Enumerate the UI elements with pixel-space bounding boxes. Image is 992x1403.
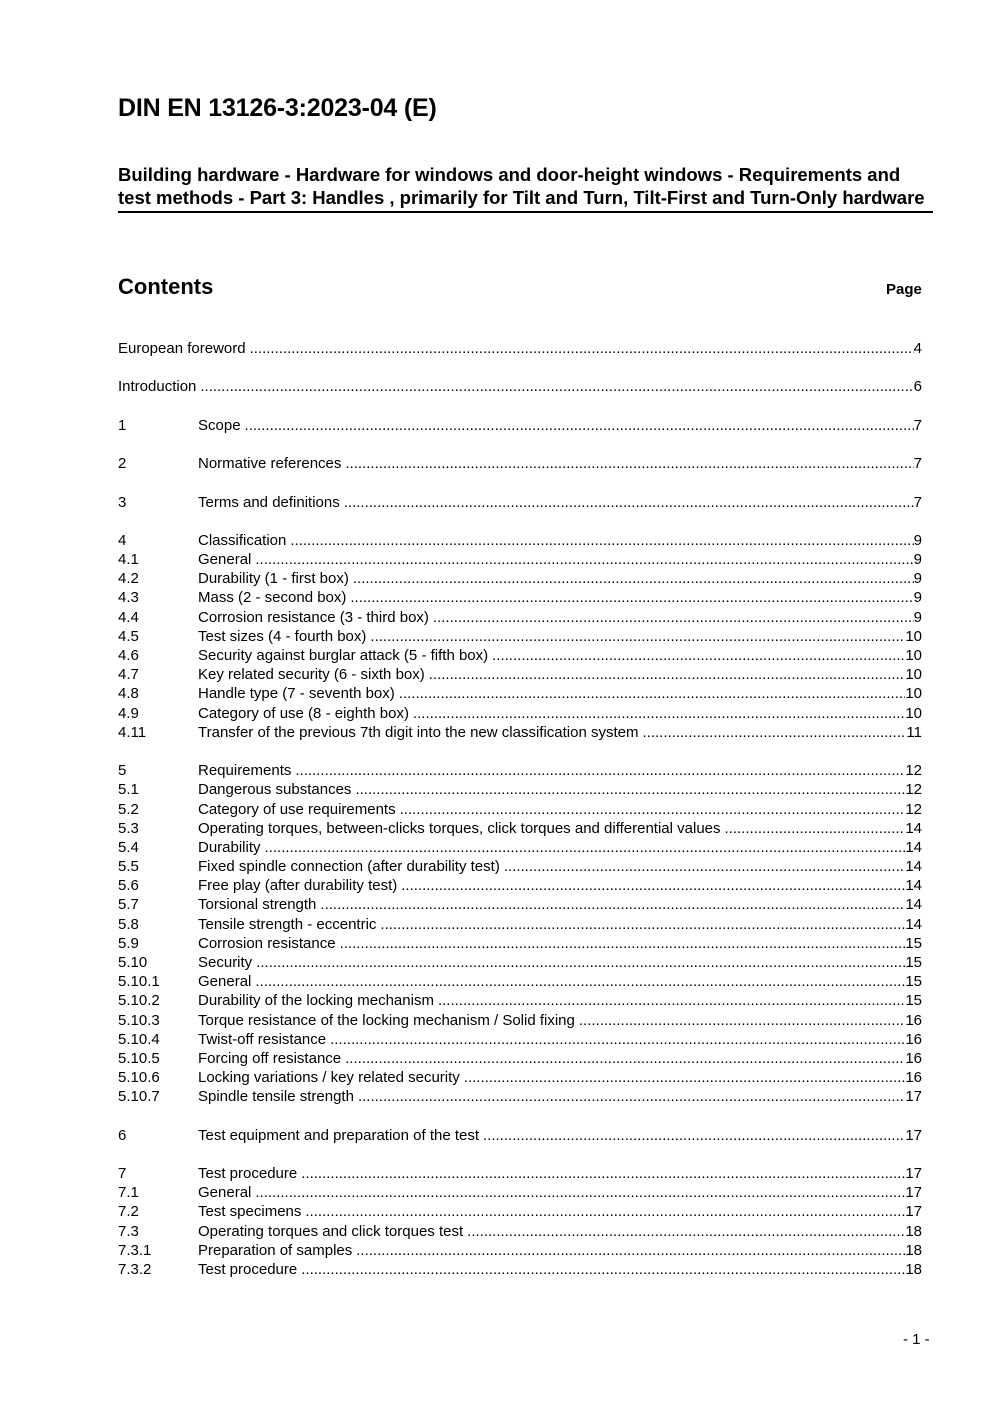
toc-entry-page: 14 (905, 915, 922, 933)
toc-entry-number: 5 (118, 762, 127, 780)
toc-dot-leader (305, 1202, 905, 1221)
toc-entry-page: 9 (913, 608, 922, 626)
toc-spacer (118, 742, 922, 761)
toc-entry-page: 17 (905, 1126, 922, 1144)
toc-entry-number: 5.3 (118, 819, 139, 837)
toc-entry-number: 5.10.1 (118, 973, 160, 991)
toc-dot-leader (344, 493, 914, 512)
toc-entry-title: Category of use (8 - eighth box) (198, 704, 409, 722)
toc-entry[interactable] (118, 704, 922, 723)
toc-entry-number: 4.1 (118, 551, 139, 569)
toc-dot-leader (250, 339, 914, 358)
toc-dot-leader (643, 723, 907, 742)
toc-entry-page: 14 (905, 858, 922, 876)
toc-entry[interactable] (118, 1126, 922, 1145)
toc-entry-title: Classification (198, 531, 287, 549)
document-id: DIN EN 13126-3:2023-04 (E) (118, 94, 437, 122)
toc-entry[interactable] (118, 934, 922, 953)
toc-entry[interactable] (118, 1049, 922, 1068)
toc-entry-page: 16 (905, 1030, 922, 1048)
toc-dot-leader (301, 1164, 905, 1183)
toc-entry[interactable] (118, 531, 922, 550)
toc-entry[interactable] (118, 377, 922, 396)
toc-entry-title: Test sizes (4 - fourth box) (198, 627, 367, 645)
toc-entry[interactable] (118, 416, 922, 435)
toc-entry-page: 17 (905, 1203, 922, 1221)
toc-entry-page: 10 (905, 627, 922, 645)
toc-entry-page: 17 (905, 1184, 922, 1202)
toc-dot-leader (380, 915, 905, 934)
toc-entry-title: Preparation of samples (198, 1241, 353, 1259)
toc-entry-page: 12 (905, 800, 922, 818)
toc-entry-title: Test procedure (198, 1165, 298, 1183)
toc-entry-title: Category of use requirements (198, 800, 396, 818)
toc-entry-number: 3 (118, 493, 127, 511)
toc-spacer (118, 512, 922, 531)
toc-entry-page: 10 (905, 685, 922, 703)
toc-entry-number: 4.4 (118, 608, 139, 626)
toc-entry[interactable] (118, 1087, 922, 1106)
toc-entry-number: 4.9 (118, 704, 139, 722)
toc-entry-page: 14 (905, 896, 922, 914)
toc-entry-page: 18 (905, 1241, 922, 1259)
toc-spacer (118, 1145, 922, 1164)
toc-entry[interactable] (118, 895, 922, 914)
toc-entry-title: Free play (after durability test) (198, 877, 398, 895)
toc-entry-title: Fixed spindle connection (after durability test) (198, 858, 500, 876)
toc-entry-number: 4.7 (118, 666, 139, 684)
toc-dot-leader (483, 1126, 905, 1145)
toc-entry-page: 10 (905, 647, 922, 664)
toc-entry-title: Corrosion resistance (198, 934, 336, 952)
toc-entry-page: 18 (905, 1222, 922, 1240)
toc-entry-title: Durability (198, 838, 261, 856)
toc-entry-number: 5.2 (118, 800, 139, 818)
toc-entry-title: Test procedure (198, 1261, 298, 1278)
toc-entry[interactable] (118, 627, 922, 646)
toc-entry-title: Introduction (118, 378, 197, 396)
toc-dot-leader (256, 953, 905, 972)
toc-dot-leader (400, 800, 906, 819)
toc-entry[interactable] (118, 1222, 922, 1241)
toc-entry-number: 5.1 (118, 781, 139, 799)
toc-entry-page: 7 (913, 416, 922, 434)
toc-dot-leader (255, 1183, 905, 1202)
toc-entry[interactable] (118, 915, 922, 934)
toc-entry-number: 2 (118, 455, 127, 473)
toc-entry[interactable] (118, 550, 922, 569)
toc-entry-number: 5.6 (118, 877, 139, 895)
toc-dot-leader (433, 608, 914, 627)
toc-dot-leader (340, 934, 906, 953)
toc-entry-page: 12 (905, 762, 922, 780)
toc-entry-page: 14 (905, 877, 922, 895)
toc-dot-leader (320, 895, 905, 914)
toc-entry[interactable] (118, 1011, 922, 1030)
toc-entry[interactable] (118, 953, 922, 972)
toc-entry-number: 4.3 (118, 589, 139, 607)
toc-entry-number: 7.3.2 (118, 1261, 152, 1278)
toc-dot-leader (330, 1030, 905, 1049)
toc-entry[interactable] (118, 1164, 922, 1183)
toc-entry-page: 16 (905, 1069, 922, 1087)
toc-entry[interactable] (118, 857, 922, 876)
toc-entry-page: 12 (905, 781, 922, 799)
toc-dot-leader (725, 819, 906, 838)
toc-entry-number: 5.10.6 (118, 1069, 160, 1087)
toc-entry[interactable] (118, 454, 922, 473)
toc-entry-page: 9 (913, 551, 922, 569)
toc-dot-leader (245, 416, 914, 435)
page-column-heading: Page (886, 281, 922, 298)
toc-entry-page: 15 (905, 934, 922, 952)
document-title: Building hardware - Hardware for windows and door-height windows - Requirements and test methods - Part 3: Handles , primarily for Tilt and Turn, Tilt-First and Turn-Only hardware (118, 163, 933, 213)
toc-entry-title: General (198, 1184, 252, 1202)
toc-entry-page: 15 (905, 973, 922, 991)
toc-entry-number: 5.10.4 (118, 1030, 160, 1048)
toc-entry-title: Requirements (198, 762, 292, 780)
toc-entry[interactable] (118, 1241, 922, 1260)
toc-entry-number: 4.2 (118, 570, 139, 588)
toc-entry-number: 5.9 (118, 934, 139, 952)
toc-entry[interactable] (118, 819, 922, 838)
toc-dot-leader (504, 857, 905, 876)
toc-entry-title: Terms and definitions (198, 493, 340, 511)
toc-entry-number: 5.10.5 (118, 1049, 160, 1067)
toc-dot-leader (370, 627, 905, 646)
toc-entry-title: Durability of the locking mechanism (198, 992, 434, 1010)
toc-dot-leader (255, 550, 913, 569)
toc-entry-number: 7.2 (118, 1203, 139, 1221)
toc-entry-number: 4.8 (118, 685, 139, 703)
toc-entry[interactable] (118, 493, 922, 512)
toc-entry-title: Locking variations / key related security (198, 1069, 460, 1087)
toc-entry-title: Test equipment and preparation of the test (198, 1126, 480, 1144)
toc-entry-page: 7 (913, 455, 922, 473)
toc-entry-page: 9 (913, 531, 922, 549)
toc-entry-title: Normative references (198, 455, 342, 473)
toc-entry-page: 10 (905, 704, 922, 722)
toc-spacer (118, 435, 922, 454)
toc-entry[interactable] (118, 972, 922, 991)
toc-dot-leader (356, 1241, 905, 1260)
toc-entry-page: 11 (906, 723, 922, 741)
toc-dot-leader (579, 1011, 905, 1030)
toc-entry-title: General (198, 551, 252, 569)
toc-dot-leader (467, 1222, 905, 1241)
toc-entry[interactable] (118, 1202, 922, 1221)
toc-entry[interactable] (118, 991, 922, 1010)
toc-entry-title: Handle type (7 - seventh box) (198, 685, 395, 703)
toc-dot-leader (200, 377, 913, 396)
toc-entry-page: 16 (905, 1011, 922, 1029)
toc-entry[interactable] (118, 646, 922, 665)
toc-entry-title: Durability (1 - first box) (198, 570, 349, 588)
toc-entry-page: 9 (913, 570, 922, 588)
toc-dot-leader (290, 531, 913, 550)
toc-entry[interactable] (118, 1068, 922, 1087)
toc-entry-page: 17 (905, 1088, 922, 1106)
toc-entry-number: 5.10.3 (118, 1011, 160, 1029)
toc-entry-title: Tensile strength - eccentric (198, 915, 377, 933)
toc-entry-page: 16 (905, 1049, 922, 1067)
toc-entry[interactable] (118, 588, 922, 607)
toc-entry-number: 7.3.1 (118, 1241, 152, 1259)
toc-entry-number: 4.5 (118, 627, 139, 645)
toc-entry-title: Dangerous substances (198, 781, 352, 799)
toc-entry-number: 4 (118, 531, 127, 549)
toc-entry[interactable] (118, 1183, 922, 1202)
toc-entry-number: 7.3 (118, 1222, 139, 1240)
toc-dot-leader (358, 1087, 905, 1106)
toc-entry-title: Torsional strength (198, 896, 317, 914)
toc-spacer (118, 1107, 922, 1126)
toc-entry-title: Twist-off resistance (198, 1030, 327, 1048)
toc-entry-page: 14 (905, 819, 922, 837)
toc-dot-leader (353, 569, 914, 588)
toc-entry-page: 6 (913, 378, 922, 396)
toc-entry-title: Operating torques and click torques test (198, 1222, 464, 1240)
toc-entry-title: Forcing off resistance (198, 1049, 342, 1067)
toc-entry-title: Key related security (6 - sixth box) (198, 666, 425, 684)
contents-heading: Contents (118, 274, 214, 299)
toc-entry-title: Torque resistance of the locking mechanism / Solid fixing (198, 1011, 575, 1029)
toc-entry[interactable] (118, 665, 922, 684)
toc-dot-leader (295, 761, 905, 780)
toc-entry-number: 7.1 (118, 1184, 139, 1202)
toc-entry[interactable] (118, 684, 922, 703)
toc-dot-leader (401, 876, 905, 895)
toc-entry-title: Operating torques, between-clicks torques, click torques and differential values (198, 819, 721, 837)
toc-entry-number: 7 (118, 1165, 127, 1183)
toc-dot-leader (301, 1260, 905, 1279)
toc-dot-leader (345, 1049, 905, 1068)
toc-dot-leader (355, 780, 905, 799)
toc-entry-page: 10 (905, 666, 922, 684)
toc-entry-page: 14 (905, 838, 922, 856)
toc-entry-number: 5.10.2 (118, 992, 160, 1010)
toc-dot-leader (265, 838, 906, 857)
toc-entry[interactable] (118, 800, 922, 819)
toc-entry-title: Corrosion resistance (3 - third box) (198, 608, 429, 626)
toc-entry-title: Security against burglar attack (5 - fifth box) (198, 647, 489, 664)
toc-entry[interactable] (118, 761, 922, 780)
toc-entry-page: 15 (905, 954, 922, 971)
toc-dot-leader (345, 454, 913, 473)
toc-entry-page: 15 (905, 992, 922, 1010)
toc-dot-leader (350, 588, 913, 607)
toc-spacer (118, 358, 922, 377)
toc-entry[interactable] (118, 723, 922, 742)
toc-dot-leader (413, 704, 905, 723)
toc-spacer (118, 473, 922, 492)
toc-entry-number: 5.10.7 (118, 1088, 160, 1106)
toc-entry-page: 17 (905, 1165, 922, 1183)
toc-entry[interactable] (118, 339, 922, 358)
toc-dot-leader (438, 991, 905, 1010)
toc-entry-number: 5.7 (118, 896, 139, 914)
toc-entry-title: Mass (2 - second box) (198, 589, 347, 607)
toc-dot-leader (255, 972, 905, 991)
toc-entry-title: Security (198, 954, 253, 971)
toc-entry-number: 1 (118, 416, 127, 434)
toc-entry-number: 5.4 (118, 838, 139, 856)
toc-entry-number: 4.11 (118, 723, 147, 741)
toc-entry-title: European foreword (118, 340, 246, 357)
toc-entry-title: Spindle tensile strength (198, 1088, 354, 1106)
toc-entry-title: Transfer of the previous 7th digit into the new classification system (198, 723, 639, 741)
toc-spacer (118, 397, 922, 416)
toc-entry[interactable] (118, 876, 922, 895)
toc-dot-leader (399, 684, 906, 703)
toc-entry-number: 4.6 (118, 647, 139, 664)
toc-entry-page: 4 (913, 340, 922, 357)
toc-entry-page: 9 (913, 589, 922, 607)
page-number: - 1 - (903, 1331, 930, 1348)
toc-entry-title: General (198, 973, 252, 991)
toc-entry-title: Scope (198, 416, 241, 434)
toc-entry-number: 6 (118, 1126, 127, 1144)
toc-dot-leader (492, 646, 905, 665)
toc-entry[interactable] (118, 1260, 922, 1279)
toc-entry[interactable] (118, 569, 922, 588)
toc-entry-page: 7 (913, 493, 922, 511)
toc-entry[interactable] (118, 780, 922, 799)
toc-entry[interactable] (118, 1030, 922, 1049)
toc-entry-title: Test specimens (198, 1203, 302, 1221)
toc-entry[interactable] (118, 838, 922, 857)
table-of-contents (118, 339, 922, 1279)
toc-entry-number: 5.10 (118, 954, 148, 971)
toc-dot-leader (464, 1068, 906, 1087)
toc-entry-number: 5.8 (118, 915, 139, 933)
toc-entry-page: 18 (905, 1261, 922, 1278)
toc-entry[interactable] (118, 608, 922, 627)
toc-entry-number: 5.5 (118, 858, 139, 876)
toc-dot-leader (429, 665, 906, 684)
